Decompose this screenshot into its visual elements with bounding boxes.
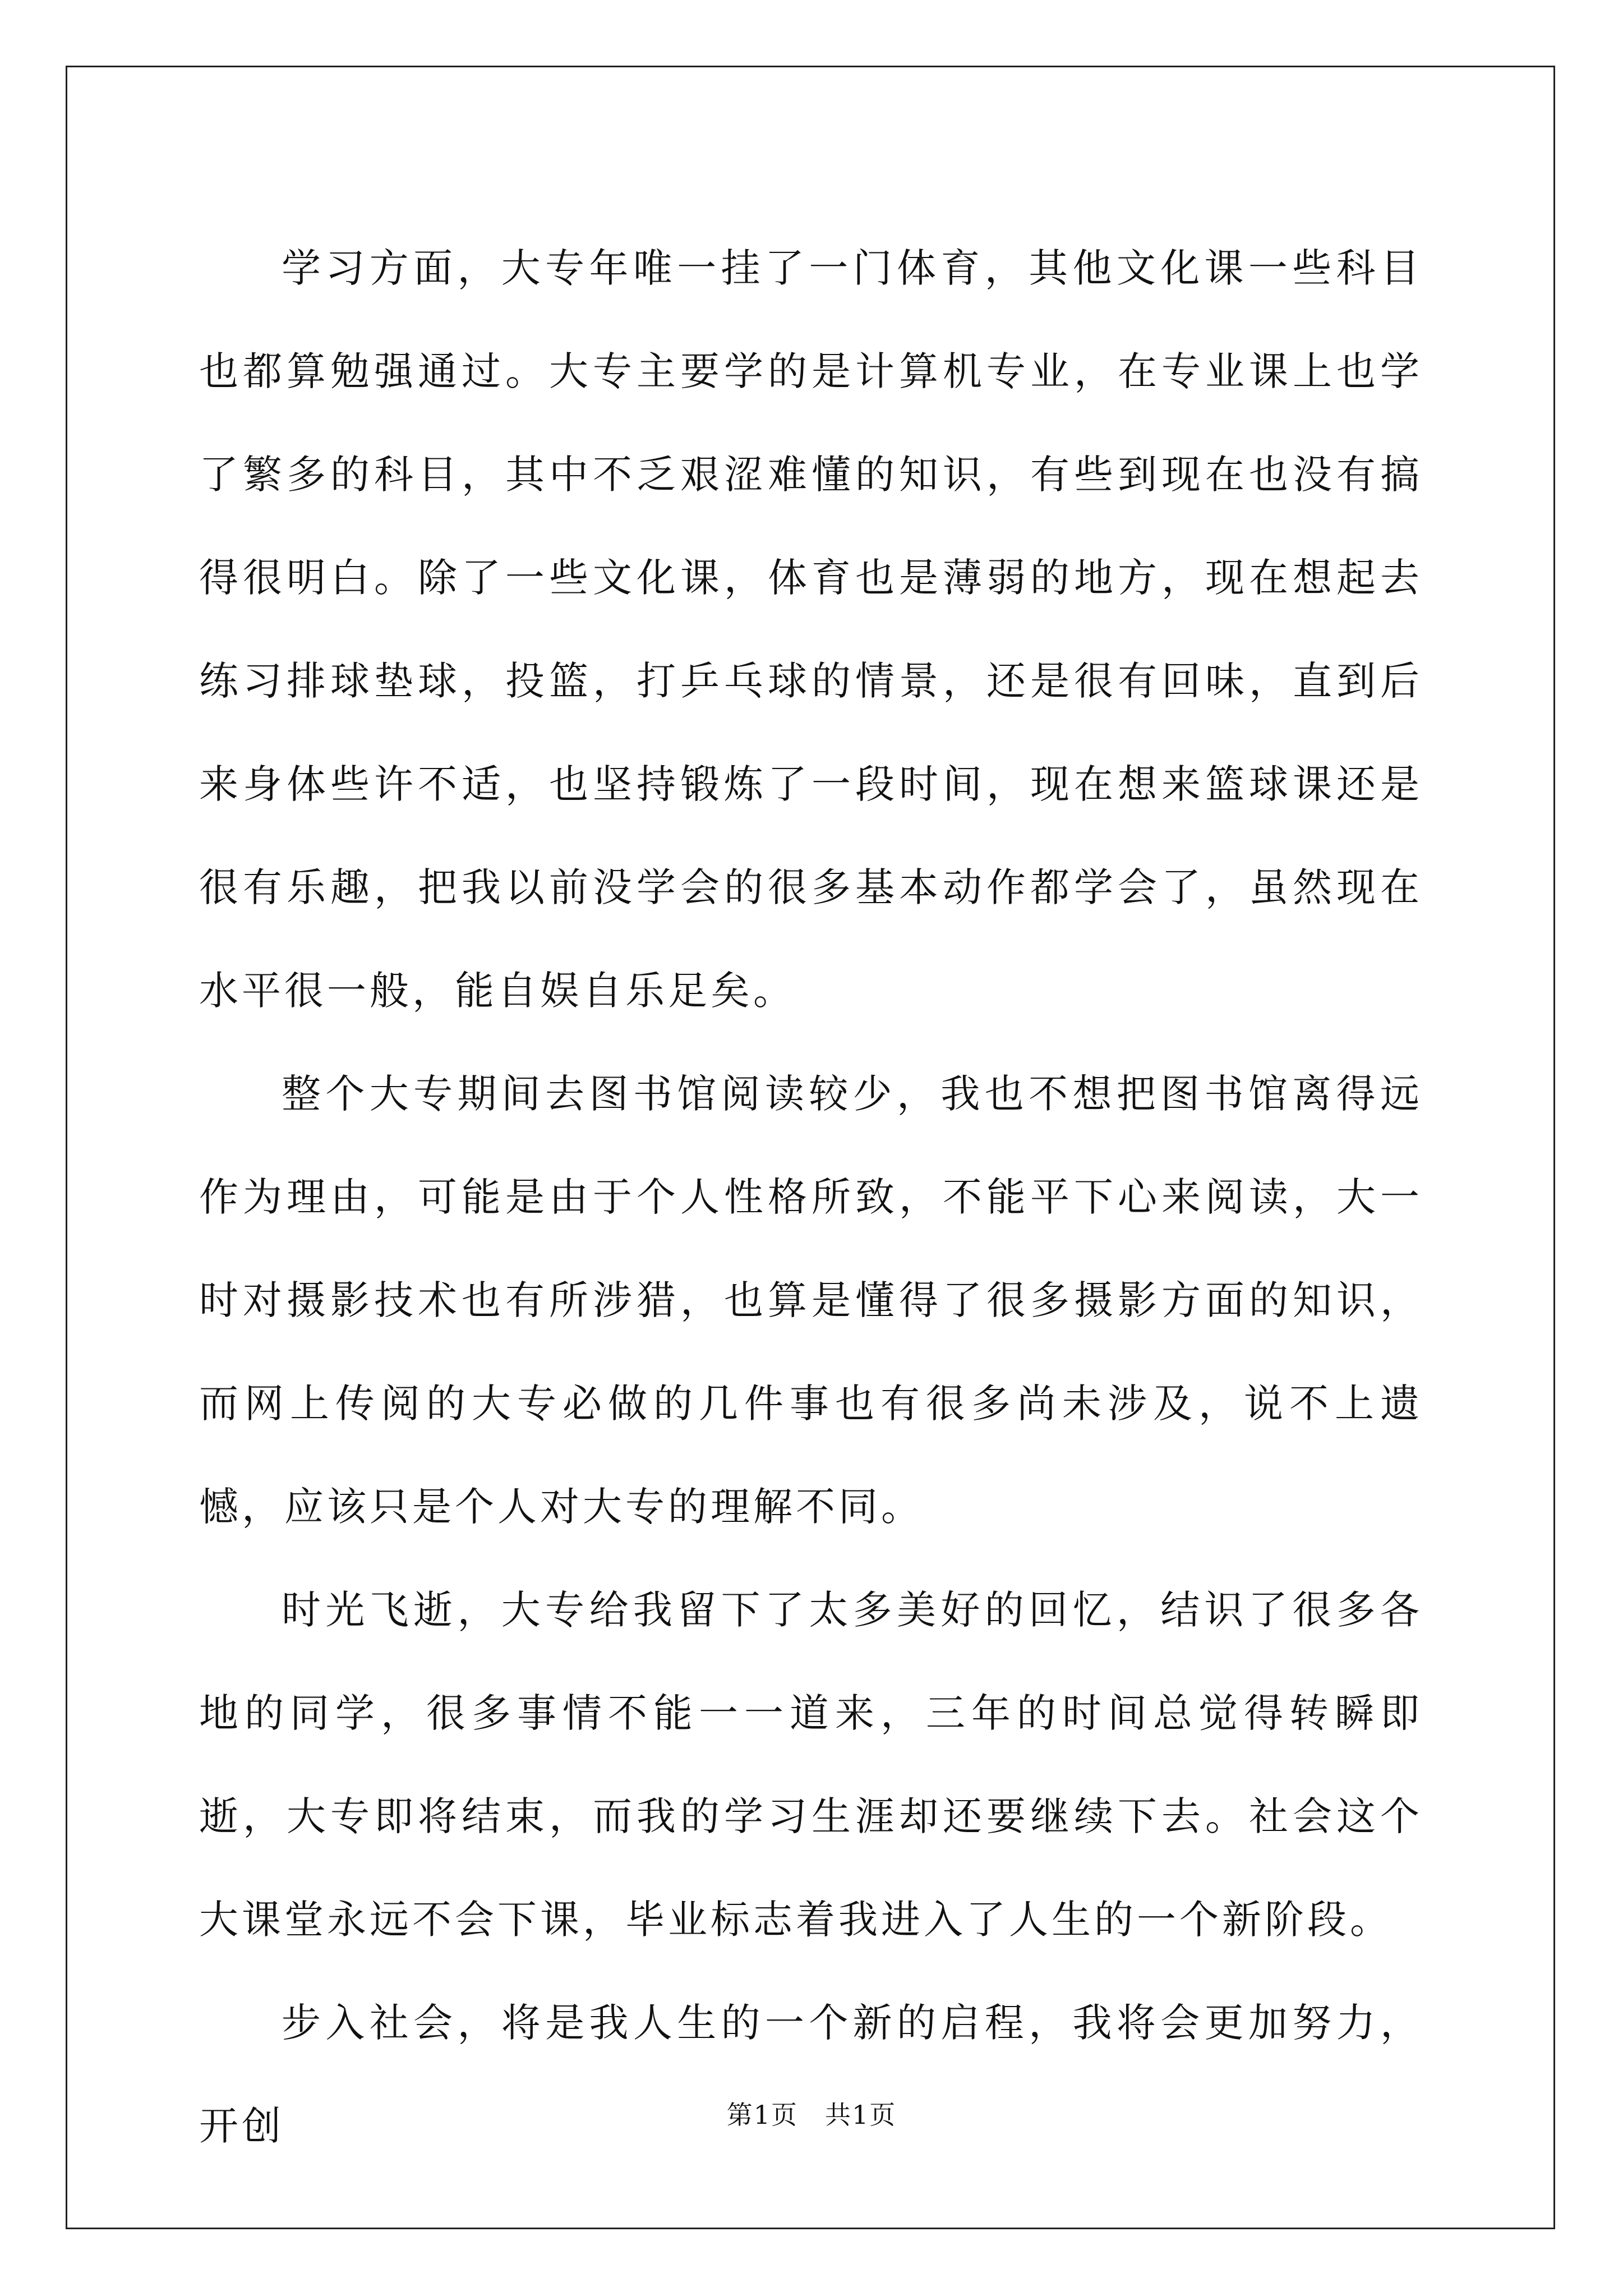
page-footer	[0, 2098, 1623, 2132]
paragraph-1: 学习方面，大专年唯一挂了一门体育，其他文化课一些科目也都算勉强通过。大专主要学的是计算机专业，在专业课上也学了繁多的科目，其中不乏艰涩难懂的知识，有些到现在也没有搞得很明白。除了一些文化课，体育也是薄弱的地方，现在想起去练习排球垫球，投篮，打乒乓球的情景，还是很有回味，直到后来身体些许不适，也坚持锻炼了一段时间，现在想来篮球课还是很有乐趣，把我以前没学会的很多基本动作都学会了，虽然现在水平很一般，能自娱自乐足矣。	[199, 245, 1423, 1014]
page-number-current: 第1页	[726, 2100, 798, 2130]
document-body	[199, 217, 1423, 2178]
paragraph-3: 时光飞逝，大专给我留下了太多美好的回忆，结识了很多各地的同学，很多事情不能一一道来，三年的时间总觉得转瞬即逝，大专即将结束，而我的学习生涯却还要继续下去。社会这个大课堂永远不会下课，毕业标志着我进入了人生的一个新阶段。	[199, 1587, 1423, 1943]
page-number-total: 共1页	[825, 2100, 897, 2130]
paragraph-2: 整个大专期间去图书馆阅读较少，我也不想把图书馆离得远作为理由，可能是由于个人性格所致，不能平下心来阅读，大一时对摄影技术也有所涉猎，也算是懂得了很多摄影方面的知识，而网上传阅的大专必做的几件事也有很多尚未涉及，说不上遗憾，应该只是个人对大专的理解不同。	[199, 1071, 1423, 1530]
paragraph-4: 步入社会，将是我人生的一个新的启程，我将会更加努力，开创	[199, 2000, 1423, 2149]
